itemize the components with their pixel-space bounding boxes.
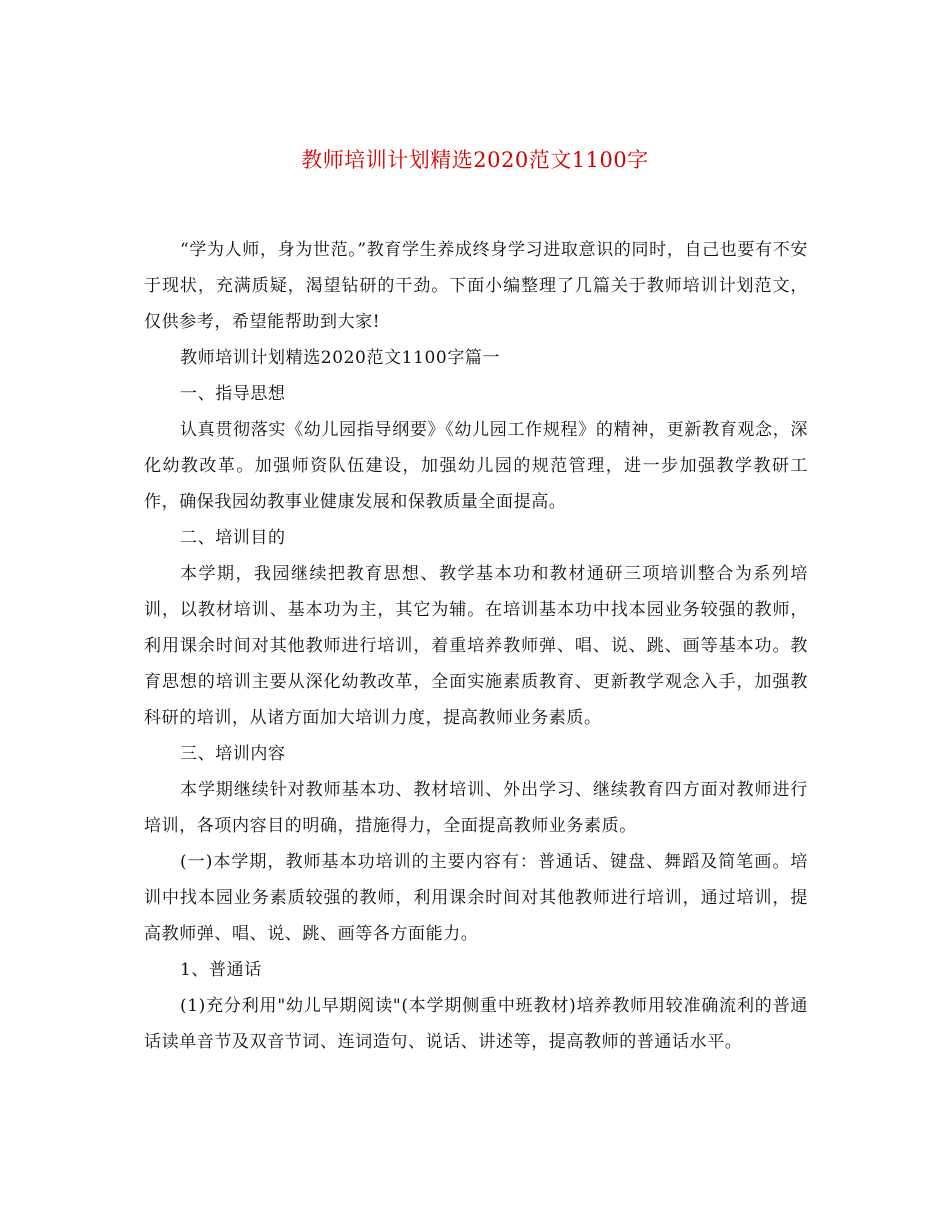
heading-guiding-ideology: 一、指导思想 <box>180 384 286 404</box>
heading-training-content: 三、培训内容 <box>180 744 286 764</box>
section-title-part-one: 教师培训计划精选2020范文1100字篇一 <box>180 348 501 368</box>
paragraph-training-purpose: 本学期，我园继续把教育思想、教学基本功和教材通研三项培训整合为系列培训，以教材培训、基本功为主，其它为辅。在培训基本功中找本园业务较强的教师，利用课余时间对其他教师进行培训，着重培养教师弹、唱、说、跳、画等基本功。教育思想的培训主要从深化幼教改革，全面实施素质教育、更新教学观念入手，加强教科研的培训，从诸方面加大培训力度，提高教师业务素质。 <box>144 564 808 728</box>
intro-paragraph: “学为人师，身为世范。”教育学生养成终身学习进取意识的同时，自己也要有不安于现状，充满质疑，渴望钻研的干劲。下面小编整理了几篇关于教师培训计划范文，仅供参考，希望能帮助到大家! <box>144 240 808 332</box>
paragraph-training-content: 本学期继续针对教师基本功、教材培训、外出学习、继续教育四方面对教师进行培训，各项内容目的明确，措施得力，全面提高教师业务素质。 <box>144 780 808 836</box>
paragraph-mandarin: (1)充分利用"幼儿早期阅读"(本学期侧重中班教材)培养教师用较准确流利的普通话读单音节及双音节词、连词造句、说话、讲述等，提高教师的普通话水平。 <box>144 996 808 1052</box>
paragraph-basic-skills: (一)本学期，教师基本功培训的主要内容有：普通话、键盘、舞蹈及简笔画。培训中找本园业务素质较强的教师，利用课余时间对其他教师进行培训，通过培训，提高教师弹、唱、说、跳、画等各方面能力。 <box>144 852 808 944</box>
paragraph-guiding-ideology: 认真贯彻落实《幼儿园指导纲要》《幼儿园工作规程》的精神，更新教育观念，深化幼教改革。加强师资队伍建设，加强幼儿园的规范管理，进一步加强教学教研工作，确保我园幼教事业健康发展和保教质量全面提高。 <box>144 420 808 512</box>
heading-mandarin: 1、普通话 <box>180 960 262 980</box>
heading-training-purpose: 二、培训目的 <box>180 528 286 548</box>
document-title: 教师培训计划精选2020范文1100字 <box>301 148 649 172</box>
document-body <box>144 232 808 1060</box>
